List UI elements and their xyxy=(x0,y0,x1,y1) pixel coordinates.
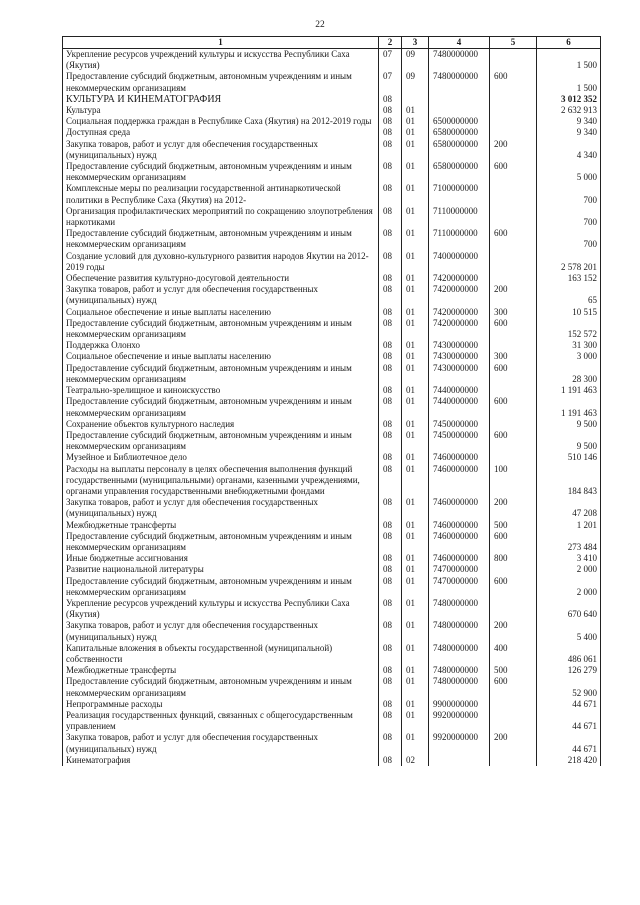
row-expense-type: 200 xyxy=(490,732,537,754)
row-section-code: 08 xyxy=(379,576,402,598)
table-body xyxy=(63,49,601,767)
table-row xyxy=(63,430,601,452)
table-row xyxy=(63,71,601,93)
row-target-code: 6580000000 xyxy=(429,161,490,183)
table-row xyxy=(63,351,601,362)
row-target-code: 7400000000 xyxy=(429,251,490,273)
row-section-code: 08 xyxy=(379,206,402,228)
row-amount: 44 671 xyxy=(537,732,601,754)
row-subsection-code: 02 xyxy=(402,755,429,766)
row-target-code: 7480000000 xyxy=(429,598,490,620)
table-row xyxy=(63,732,601,754)
row-amount: 3 000 xyxy=(537,351,601,362)
row-expense-type xyxy=(490,49,537,72)
row-target-code: 7420000000 xyxy=(429,307,490,318)
table-row xyxy=(63,665,601,676)
page-number: 22 xyxy=(315,20,325,30)
row-subsection-code: 01 xyxy=(402,710,429,732)
row-amount: 2 000 xyxy=(537,564,601,575)
row-target-code: 7430000000 xyxy=(429,340,490,351)
row-subsection-code: 01 xyxy=(402,161,429,183)
row-amount: 5 400 xyxy=(537,620,601,642)
row-name: Социальное обеспечение и иные выплаты населению xyxy=(63,351,379,362)
table-header xyxy=(63,37,601,49)
row-section-code: 08 xyxy=(379,351,402,362)
row-section-code: 08 xyxy=(379,307,402,318)
row-amount: 52 900 xyxy=(537,676,601,698)
row-name: Закупка товаров, работ и услуг для обеспечения государственных (муниципальных) нужд xyxy=(63,620,379,642)
row-target-code: 7100000000 xyxy=(429,183,490,205)
row-amount: 2 000 xyxy=(537,576,601,598)
header-row xyxy=(63,37,601,49)
row-subsection-code: 01 xyxy=(402,419,429,430)
row-target-code: 7460000000 xyxy=(429,497,490,519)
row-amount: 700 xyxy=(537,228,601,250)
row-target-code: 7480000000 xyxy=(429,49,490,72)
row-expense-type: 600 xyxy=(490,396,537,418)
row-section-code: 08 xyxy=(379,732,402,754)
row-subsection-code: 01 xyxy=(402,127,429,138)
row-subsection-code: 01 xyxy=(402,105,429,116)
table-row xyxy=(63,284,601,306)
row-target-code: 7460000000 xyxy=(429,531,490,553)
row-section-code: 08 xyxy=(379,183,402,205)
table-row xyxy=(63,127,601,138)
header-col-1: 1 xyxy=(63,37,379,49)
row-amount: 28 300 xyxy=(537,363,601,385)
budget-table xyxy=(62,36,601,766)
row-section-code: 08 xyxy=(379,94,402,105)
table-row xyxy=(63,699,601,710)
row-name: Капитальные вложения в объекты государственной (муниципальной) собственности xyxy=(63,643,379,665)
row-name: Поддержка Олонхо xyxy=(63,340,379,351)
row-expense-type: 200 xyxy=(490,620,537,642)
row-section-code: 08 xyxy=(379,318,402,340)
row-expense-type xyxy=(490,105,537,116)
row-section-code: 08 xyxy=(379,385,402,396)
row-section-code: 08 xyxy=(379,553,402,564)
row-amount: 9 340 xyxy=(537,127,601,138)
row-target-code: 7430000000 xyxy=(429,363,490,385)
row-name: Кинематография xyxy=(63,755,379,766)
header-col-2: 2 xyxy=(379,37,402,49)
table-row xyxy=(63,520,601,531)
row-subsection-code: 01 xyxy=(402,531,429,553)
row-subsection-code: 01 xyxy=(402,228,429,250)
row-subsection-code: 01 xyxy=(402,273,429,284)
row-expense-type: 400 xyxy=(490,643,537,665)
row-expense-type xyxy=(490,94,537,105)
row-name: Культура xyxy=(63,105,379,116)
table-row xyxy=(63,419,601,430)
header-col-4: 4 xyxy=(429,37,490,49)
row-expense-type xyxy=(490,127,537,138)
row-section-code: 08 xyxy=(379,598,402,620)
row-section-code: 08 xyxy=(379,340,402,351)
row-subsection-code: 09 xyxy=(402,49,429,72)
row-amount: 126 279 xyxy=(537,665,601,676)
row-target-code: 7470000000 xyxy=(429,564,490,575)
row-subsection-code: 01 xyxy=(402,576,429,598)
row-name: Музейное и Библиотечное дело xyxy=(63,452,379,463)
table-row xyxy=(63,307,601,318)
row-target-code: 7470000000 xyxy=(429,576,490,598)
row-amount: 47 208 xyxy=(537,497,601,519)
row-subsection-code: 01 xyxy=(402,564,429,575)
row-name: Создание условий для духовно-культурного развития народов Якутии на 2012-2019 годы xyxy=(63,251,379,273)
row-name: Расходы на выплаты персоналу в целях обеспечения выполнения функций государственными (муниципальными) органами, казенными учреждениями, органами управления государственными внебюджетными фондами xyxy=(63,464,379,498)
row-name: Предоставление субсидий бюджетным, автономным учреждениям и иным некоммерческим организациям xyxy=(63,228,379,250)
row-name: Обеспечение развития культурно-досуговой деятельности xyxy=(63,273,379,284)
row-amount: 4 340 xyxy=(537,139,601,161)
table-row xyxy=(63,116,601,127)
row-amount: 9 500 xyxy=(537,419,601,430)
row-amount: 1 191 463 xyxy=(537,396,601,418)
table-row xyxy=(63,251,601,273)
table-row xyxy=(63,676,601,698)
row-expense-type: 600 xyxy=(490,531,537,553)
row-amount: 700 xyxy=(537,183,601,205)
row-amount: 486 061 xyxy=(537,643,601,665)
table-row xyxy=(63,464,601,498)
row-amount: 163 152 xyxy=(537,273,601,284)
row-expense-type: 200 xyxy=(490,497,537,519)
row-target-code: 7460000000 xyxy=(429,520,490,531)
row-name: Развитие национальной литературы xyxy=(63,564,379,575)
row-target-code: 7480000000 xyxy=(429,620,490,642)
row-target-code: 9920000000 xyxy=(429,732,490,754)
row-amount: 152 572 xyxy=(537,318,601,340)
row-target-code xyxy=(429,94,490,105)
row-section-code: 08 xyxy=(379,127,402,138)
row-subsection-code: 01 xyxy=(402,732,429,754)
row-name: Социальная поддержка граждан в Республике Саха (Якутия) на 2012-2019 годы xyxy=(63,116,379,127)
row-expense-type: 600 xyxy=(490,318,537,340)
table-row xyxy=(63,564,601,575)
row-section-code: 08 xyxy=(379,564,402,575)
row-name: Доступная среда xyxy=(63,127,379,138)
row-expense-type xyxy=(490,273,537,284)
row-section-code: 08 xyxy=(379,363,402,385)
row-subsection-code: 01 xyxy=(402,643,429,665)
header-col-3: 3 xyxy=(402,37,429,49)
row-name: Организация профилактических мероприятий по сокращению злоупотребления наркотиками xyxy=(63,206,379,228)
row-expense-type: 300 xyxy=(490,307,537,318)
table-row xyxy=(63,105,601,116)
row-section-code: 08 xyxy=(379,531,402,553)
row-name: Укрепление ресурсов учреждений культуры и искусства Республики Саха (Якутия) xyxy=(63,49,379,72)
row-section-code: 07 xyxy=(379,71,402,93)
table-row xyxy=(63,553,601,564)
row-name: Закупка товаров, работ и услуг для обеспечения государственных (муниципальных) нужд xyxy=(63,139,379,161)
row-section-code: 08 xyxy=(379,464,402,498)
table-row xyxy=(63,385,601,396)
table-row xyxy=(63,340,601,351)
row-amount: 184 843 xyxy=(537,464,601,498)
row-target-code xyxy=(429,755,490,766)
table-row xyxy=(63,139,601,161)
row-target-code: 7440000000 xyxy=(429,396,490,418)
row-target-code: 7460000000 xyxy=(429,464,490,498)
row-section-code: 08 xyxy=(379,643,402,665)
row-amount: 10 515 xyxy=(537,307,601,318)
row-section-code: 08 xyxy=(379,676,402,698)
row-name: Закупка товаров, работ и услуг для обеспечения государственных (муниципальных) нужд xyxy=(63,497,379,519)
row-amount: 273 484 xyxy=(537,531,601,553)
table-row xyxy=(63,49,601,72)
row-target-code: 7480000000 xyxy=(429,643,490,665)
row-subsection-code: 01 xyxy=(402,340,429,351)
row-section-code: 08 xyxy=(379,665,402,676)
table-row xyxy=(63,643,601,665)
table-row xyxy=(63,363,601,385)
row-section-code: 07 xyxy=(379,49,402,72)
table-row xyxy=(63,598,601,620)
row-section-code: 08 xyxy=(379,452,402,463)
row-name: Закупка товаров, работ и услуг для обеспечения государственных (муниципальных) нужд xyxy=(63,284,379,306)
row-target-code: 7450000000 xyxy=(429,430,490,452)
row-name: Социальное обеспечение и иные выплаты населению xyxy=(63,307,379,318)
row-subsection-code: 09 xyxy=(402,71,429,93)
table-row xyxy=(63,318,601,340)
row-name: Предоставление субсидий бюджетным, автономным учреждениям и иным некоммерческим организациям xyxy=(63,531,379,553)
section-row xyxy=(63,94,601,105)
row-expense-type: 200 xyxy=(490,139,537,161)
row-subsection-code: 01 xyxy=(402,452,429,463)
row-expense-type: 500 xyxy=(490,520,537,531)
row-target-code: 9920000000 xyxy=(429,710,490,732)
row-subsection-code: 01 xyxy=(402,251,429,273)
row-target-code: 7480000000 xyxy=(429,665,490,676)
row-target-code: 7480000000 xyxy=(429,676,490,698)
row-name: Иные бюджетные ассигнования xyxy=(63,553,379,564)
table-row xyxy=(63,206,601,228)
row-expense-type xyxy=(490,251,537,273)
row-expense-type xyxy=(490,385,537,396)
table-row xyxy=(63,620,601,642)
row-expense-type: 100 xyxy=(490,464,537,498)
row-section-code: 08 xyxy=(379,755,402,766)
row-target-code: 7460000000 xyxy=(429,452,490,463)
row-expense-type xyxy=(490,340,537,351)
row-amount: 44 671 xyxy=(537,710,601,732)
row-expense-type: 600 xyxy=(490,228,537,250)
row-amount: 2 578 201 xyxy=(537,251,601,273)
row-target-code: 7430000000 xyxy=(429,351,490,362)
row-amount: 510 146 xyxy=(537,452,601,463)
row-amount: 44 671 xyxy=(537,699,601,710)
table-row xyxy=(63,710,601,732)
row-name: Предоставление субсидий бюджетным, автономным учреждениям и иным некоммерческим организациям xyxy=(63,396,379,418)
table-row xyxy=(63,183,601,205)
row-target-code: 7420000000 xyxy=(429,318,490,340)
row-amount: 9 500 xyxy=(537,430,601,452)
row-expense-type: 600 xyxy=(490,363,537,385)
row-name: Предоставление субсидий бюджетным, автономным учреждениям и иным некоммерческим организациям xyxy=(63,576,379,598)
row-subsection-code: 01 xyxy=(402,385,429,396)
row-amount: 65 xyxy=(537,284,601,306)
row-subsection-code xyxy=(402,94,429,105)
row-name: Предоставление субсидий бюджетным, автономным учреждениям и иным некоммерческим организациям xyxy=(63,430,379,452)
row-name: Предоставление субсидий бюджетным, автономным учреждениям и иным некоммерческим организациям xyxy=(63,676,379,698)
row-expense-type: 500 xyxy=(490,665,537,676)
row-amount: 218 420 xyxy=(537,755,601,766)
row-target-code: 7450000000 xyxy=(429,419,490,430)
table-row xyxy=(63,576,601,598)
row-subsection-code: 01 xyxy=(402,116,429,127)
row-amount: 1 500 xyxy=(537,71,601,93)
row-expense-type xyxy=(490,755,537,766)
row-amount: 9 340 xyxy=(537,116,601,127)
row-amount: 3 410 xyxy=(537,553,601,564)
table-row xyxy=(63,755,601,766)
row-section-code: 08 xyxy=(379,396,402,418)
row-section-code: 08 xyxy=(379,284,402,306)
row-expense-type: 800 xyxy=(490,553,537,564)
row-target-code: 7440000000 xyxy=(429,385,490,396)
row-subsection-code: 01 xyxy=(402,464,429,498)
table-row xyxy=(63,273,601,284)
row-expense-type: 200 xyxy=(490,284,537,306)
row-expense-type xyxy=(490,183,537,205)
row-name: Непрограммные расходы xyxy=(63,699,379,710)
row-amount: 5 000 xyxy=(537,161,601,183)
row-section-code: 08 xyxy=(379,520,402,531)
row-expense-type: 600 xyxy=(490,576,537,598)
row-section-code: 08 xyxy=(379,273,402,284)
row-expense-type xyxy=(490,598,537,620)
row-section-code: 08 xyxy=(379,430,402,452)
row-subsection-code: 01 xyxy=(402,284,429,306)
row-target-code: 6580000000 xyxy=(429,127,490,138)
row-subsection-code: 01 xyxy=(402,598,429,620)
row-section-code: 08 xyxy=(379,116,402,127)
row-expense-type xyxy=(490,564,537,575)
row-expense-type: 600 xyxy=(490,430,537,452)
row-section-code: 08 xyxy=(379,251,402,273)
row-name: Театрально-зрелищное и киноискусство xyxy=(63,385,379,396)
row-target-code: 7480000000 xyxy=(429,71,490,93)
row-expense-type: 600 xyxy=(490,676,537,698)
row-target-code: 6500000000 xyxy=(429,116,490,127)
row-subsection-code: 01 xyxy=(402,183,429,205)
row-subsection-code: 01 xyxy=(402,430,429,452)
row-subsection-code: 01 xyxy=(402,307,429,318)
row-subsection-code: 01 xyxy=(402,665,429,676)
row-name: Межбюджетные трансферты xyxy=(63,665,379,676)
row-name: Предоставление субсидий бюджетным, автономным учреждениям и иным некоммерческим организациям xyxy=(63,363,379,385)
row-target-code: 9900000000 xyxy=(429,699,490,710)
table-row xyxy=(63,452,601,463)
row-subsection-code: 01 xyxy=(402,396,429,418)
row-expense-type xyxy=(490,419,537,430)
row-amount: 1 191 463 xyxy=(537,385,601,396)
row-amount: 2 632 913 xyxy=(537,105,601,116)
header-col-5: 5 xyxy=(490,37,537,49)
table-row xyxy=(63,531,601,553)
row-section-code: 08 xyxy=(379,228,402,250)
row-section-code: 08 xyxy=(379,161,402,183)
row-target-code: 7420000000 xyxy=(429,284,490,306)
row-expense-type xyxy=(490,699,537,710)
row-subsection-code: 01 xyxy=(402,318,429,340)
row-expense-type: 600 xyxy=(490,161,537,183)
row-name: Предоставление субсидий бюджетным, автономным учреждениям и иным некоммерческим организациям xyxy=(63,161,379,183)
row-section-code: 08 xyxy=(379,419,402,430)
row-expense-type xyxy=(490,116,537,127)
row-expense-type xyxy=(490,710,537,732)
row-expense-type: 600 xyxy=(490,71,537,93)
row-amount: 700 xyxy=(537,206,601,228)
row-target-code: 6580000000 xyxy=(429,139,490,161)
row-name: Сохранение объектов культурного наследия xyxy=(63,419,379,430)
row-subsection-code: 01 xyxy=(402,497,429,519)
row-name: Реализация государственных функций, связанных с общегосударственным управлением xyxy=(63,710,379,732)
row-amount: 1 201 xyxy=(537,520,601,531)
row-amount: 1 500 xyxy=(537,49,601,72)
row-subsection-code: 01 xyxy=(402,553,429,564)
row-expense-type xyxy=(490,206,537,228)
row-section-code: 08 xyxy=(379,139,402,161)
row-section-code: 08 xyxy=(379,620,402,642)
row-expense-type xyxy=(490,452,537,463)
row-target-code: 7110000000 xyxy=(429,206,490,228)
row-name: КУЛЬТУРА И КИНЕМАТОГРАФИЯ xyxy=(63,94,379,105)
row-name: Укрепление ресурсов учреждений культуры и искусства Республики Саха (Якутия) xyxy=(63,598,379,620)
table-row xyxy=(63,161,601,183)
row-target-code: 7420000000 xyxy=(429,273,490,284)
table-row xyxy=(63,497,601,519)
row-target-code: 7110000000 xyxy=(429,228,490,250)
row-name: Межбюджетные трансферты xyxy=(63,520,379,531)
table-row xyxy=(63,228,601,250)
row-target-code: 7460000000 xyxy=(429,553,490,564)
row-subsection-code: 01 xyxy=(402,699,429,710)
row-amount: 3 012 352 xyxy=(537,94,601,105)
row-section-code: 08 xyxy=(379,710,402,732)
row-subsection-code: 01 xyxy=(402,520,429,531)
row-expense-type: 300 xyxy=(490,351,537,362)
table-row xyxy=(63,396,601,418)
row-subsection-code: 01 xyxy=(402,206,429,228)
row-subsection-code: 01 xyxy=(402,620,429,642)
row-section-code: 08 xyxy=(379,699,402,710)
row-subsection-code: 01 xyxy=(402,139,429,161)
row-name: Закупка товаров, работ и услуг для обеспечения государственных (муниципальных) нужд xyxy=(63,732,379,754)
row-name: Комплексные меры по реализации государственной антинаркотической политики в Республике Саха (Якутия) на 2012- xyxy=(63,183,379,205)
row-name: Предоставление субсидий бюджетным, автономным учреждениям и иным некоммерческим организациям xyxy=(63,71,379,93)
row-subsection-code: 01 xyxy=(402,676,429,698)
header-col-6: 6 xyxy=(537,37,601,49)
row-amount: 31 300 xyxy=(537,340,601,351)
row-subsection-code: 01 xyxy=(402,351,429,362)
row-subsection-code: 01 xyxy=(402,363,429,385)
row-amount: 670 640 xyxy=(537,598,601,620)
row-section-code: 08 xyxy=(379,105,402,116)
row-section-code: 08 xyxy=(379,497,402,519)
row-name: Предоставление субсидий бюджетным, автономным учреждениям и иным некоммерческим организациям xyxy=(63,318,379,340)
row-target-code xyxy=(429,105,490,116)
